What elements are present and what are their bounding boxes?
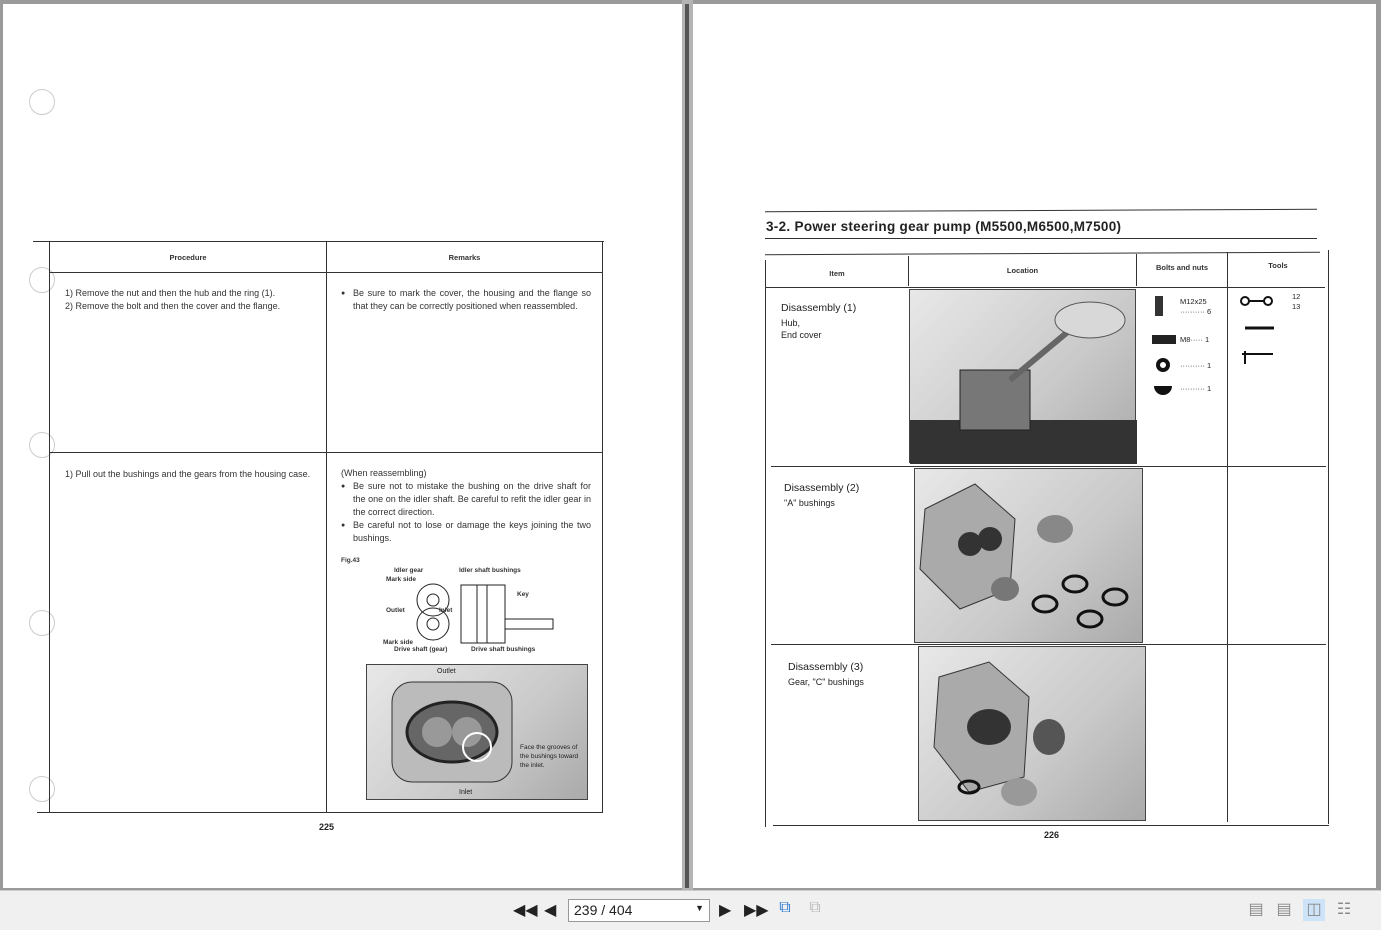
item-row2: Disassembly (2) "A" bushings (784, 482, 860, 508)
remark: ● Be sure not to mistake the bushing on the drive shaft for the one on the idler shaft. Be careful to refit the idler gear in the correct direction. (341, 480, 591, 519)
step: 2) Remove the bolt and then the cover and the flange. (65, 301, 281, 311)
bolt-item: M12x25 ·········· 6 (1180, 297, 1212, 316)
previous-page-button[interactable]: ◀ (544, 902, 557, 919)
page-gutter (682, 0, 693, 890)
key-item: ·········· 1 (1180, 384, 1212, 393)
chevron-down-icon[interactable]: ▼ (695, 903, 704, 913)
facing-view-icon[interactable]: ◫ (1303, 899, 1325, 921)
key-icon (1154, 386, 1172, 395)
gear-diagram-icon (411, 582, 561, 647)
navigation-toolbar (0, 890, 1381, 930)
page-number: 226 (1044, 830, 1060, 840)
next-page-button[interactable]: ▶ (719, 902, 732, 919)
wrench-sizes: 12 13 (1292, 292, 1301, 311)
last-page-button[interactable]: ▶▶ (744, 902, 769, 919)
continuous-view-icon[interactable]: ▤ (1276, 901, 1292, 918)
tools-icons (1239, 294, 1279, 374)
procedure-row2: 1) Pull out the bushings and the gears from the housing case. (65, 469, 311, 479)
step: 1) Remove the nut and then the hub and the ring (1). (65, 288, 276, 298)
binder-hole (29, 432, 55, 458)
washer-item: ·········· 1 (1180, 361, 1212, 370)
binder-hole (29, 610, 55, 636)
photo-disassembly-2 (914, 468, 1143, 643)
next-view-icon[interactable]: ⧉ (809, 899, 821, 916)
item-row3: Disassembly (3) Gear, "C" bushings (788, 661, 864, 687)
first-page-button[interactable]: ◀◀ (513, 902, 538, 919)
photo-disassembly-3 (918, 646, 1146, 821)
remarks-row1 (341, 287, 591, 313)
remark-title: (When reassembling) (341, 468, 427, 478)
continuous-facing-view-icon[interactable]: ☷ (1336, 901, 1352, 918)
section-title: 3-2. Power steering gear pump (M5500,M6500,M7500) (766, 219, 1122, 234)
binder-hole (29, 267, 55, 293)
fig43-diagram: Fig.43 Idler gear Mark side Idler shaft bushings Key Outlet Inlet Mark side Drive shaft (gear) Drive shaft bushings (341, 557, 571, 657)
header-bolts: Bolts and nuts (1155, 263, 1209, 272)
nut-item: M8····· 1 (1180, 335, 1210, 344)
remark: ● Be careful not to lose or damage the keys joining the two bushings. (341, 519, 591, 545)
binder-hole (29, 776, 55, 802)
previous-view-icon[interactable]: ⧉ (779, 899, 791, 916)
bolt-icon (1155, 296, 1163, 316)
procedure-row1 (65, 287, 315, 313)
photo-note: Face the grooves of the bushings toward the inlet. (520, 744, 579, 769)
header-item: Item (829, 269, 845, 278)
header-location: Location (1006, 266, 1039, 275)
washer-icon (1156, 358, 1170, 372)
page-226 (693, 4, 1376, 888)
figure-label: Fig.43 (341, 557, 360, 564)
housing-photo (366, 664, 588, 800)
nut-icon (1152, 335, 1176, 344)
remarks-row2 (341, 467, 591, 545)
single-page-view-icon[interactable]: ▤ (1248, 901, 1264, 918)
page-number-input[interactable]: 239 / 404 ▼ (568, 899, 710, 922)
page-number: 225 (319, 822, 335, 832)
page-225 (3, 4, 682, 888)
binder-hole (29, 89, 55, 115)
photo-label-inlet: Inlet (459, 789, 473, 796)
remark: ● Be sure to mark the cover, the housing and the flange so that they can be correctly positioned when reassembled. (341, 287, 591, 313)
header-tools: Tools (1268, 261, 1288, 270)
photo-disassembly-1 (909, 289, 1136, 463)
header-remarks: Remarks (448, 253, 481, 262)
item-row1: Disassembly (1) Hub, End cover (781, 302, 857, 340)
photo-label-outlet: Outlet (437, 668, 456, 675)
header-procedure: Procedure (169, 253, 207, 262)
